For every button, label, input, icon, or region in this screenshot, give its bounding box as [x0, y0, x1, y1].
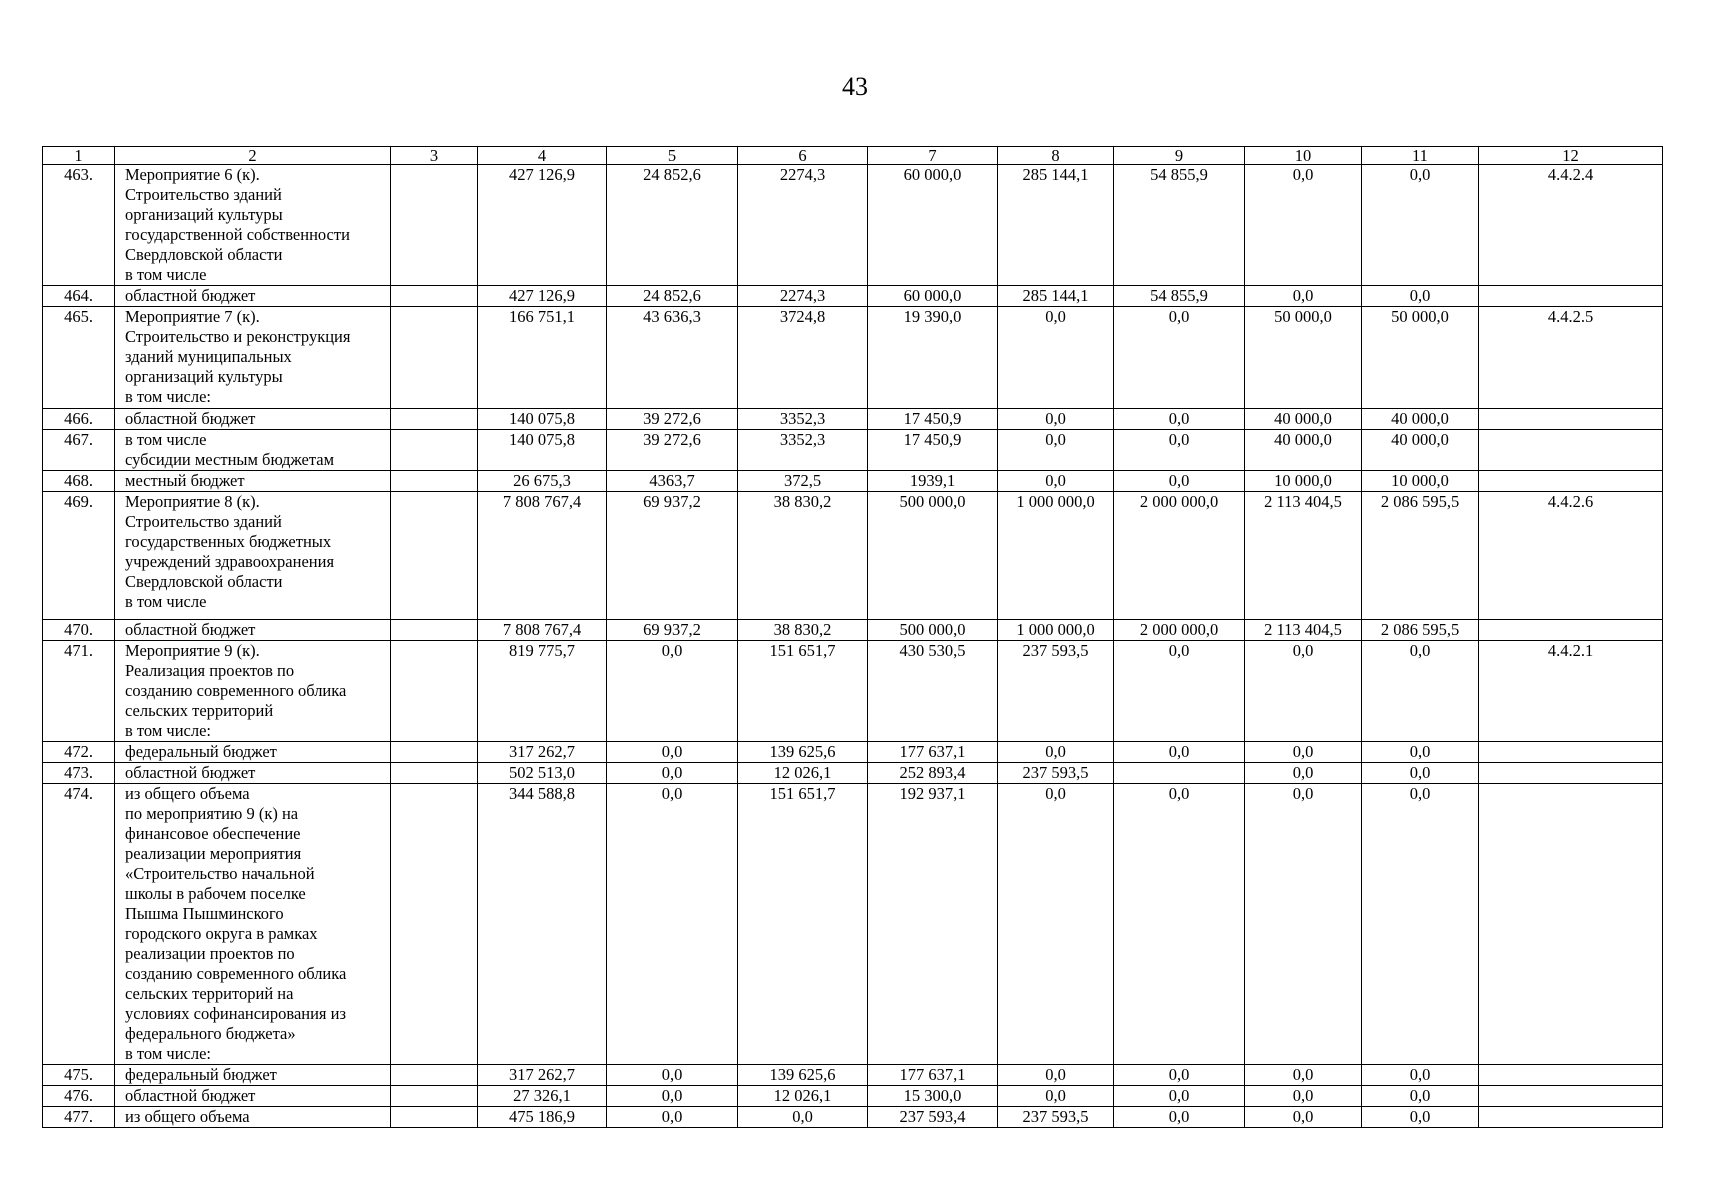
column-3-cell — [391, 763, 478, 784]
value-cell: 0,0 — [1362, 1086, 1479, 1107]
value-cell: 0,0 — [1114, 409, 1245, 430]
value-cell: 40 000,0 — [1362, 430, 1479, 471]
row-name-line: Строительство зданий — [125, 512, 282, 531]
value-cell: 237 593,5 — [998, 763, 1114, 784]
value-cell: 0,0 — [1114, 742, 1245, 763]
value-cell: 0,0 — [1114, 784, 1245, 1065]
value-cell: 177 637,1 — [868, 742, 998, 763]
target-code — [1479, 784, 1663, 1065]
value-cell: 2274,3 — [738, 286, 868, 307]
target-code: 4.4.2.5 — [1479, 307, 1663, 409]
value-cell: 372,5 — [738, 471, 868, 492]
column-number-6: 6 — [738, 147, 868, 165]
row-name-line: федерального бюджета» — [125, 1024, 296, 1043]
column-3-cell — [391, 1086, 478, 1107]
value-cell: 237 593,5 — [998, 641, 1114, 742]
value-cell: 2 086 595,5 — [1362, 620, 1479, 641]
value-cell: 27 326,1 — [478, 1086, 607, 1107]
target-code — [1479, 286, 1663, 307]
value-cell: 39 272,6 — [607, 409, 738, 430]
value-cell: 317 262,7 — [478, 1065, 607, 1086]
row-name-line: сельских территорий на — [125, 984, 294, 1003]
row-name-line: условиях софинансирования из — [125, 1004, 346, 1023]
row-name-line: в том числе: — [125, 387, 212, 406]
value-cell: 60 000,0 — [868, 286, 998, 307]
row-name — [115, 1086, 391, 1107]
row-name — [115, 430, 391, 471]
value-cell: 7 808 767,4 — [478, 492, 607, 620]
table-row — [43, 471, 1663, 492]
table-row — [43, 409, 1663, 430]
value-cell: 317 262,7 — [478, 742, 607, 763]
column-3-cell — [391, 1065, 478, 1086]
table-row — [43, 641, 1663, 742]
row-name-line: зданий муниципальных — [125, 347, 292, 366]
column-3-cell — [391, 409, 478, 430]
value-cell: 0,0 — [998, 430, 1114, 471]
value-cell: 0,0 — [1114, 1065, 1245, 1086]
value-cell: 0,0 — [1245, 1065, 1362, 1086]
value-cell: 17 450,9 — [868, 409, 998, 430]
value-cell: 0,0 — [1362, 763, 1479, 784]
value-cell: 0,0 — [1114, 430, 1245, 471]
row-name-line: Реализация проектов по — [125, 661, 295, 680]
row-name-line: финансовое обеспечение — [125, 824, 301, 843]
value-cell: 500 000,0 — [868, 620, 998, 641]
table-row — [43, 1065, 1663, 1086]
row-name-line: по мероприятию 9 (к) на — [125, 804, 299, 823]
table-row — [43, 286, 1663, 307]
row-number: 476. — [43, 1086, 115, 1107]
row-name — [115, 784, 391, 1065]
value-cell: 7 808 767,4 — [478, 620, 607, 641]
row-number: 469. — [43, 492, 115, 620]
row-name-line: организаций культуры — [125, 205, 283, 224]
value-cell: 237 593,4 — [868, 1107, 998, 1128]
page-number: 43 — [842, 72, 868, 101]
row-name-line: реализации проектов по — [125, 944, 295, 963]
target-code: 4.4.2.1 — [1479, 641, 1663, 742]
value-cell: 0,0 — [998, 307, 1114, 409]
column-number-11: 11 — [1362, 147, 1479, 165]
row-name-line: сельских территорий — [125, 701, 274, 720]
row-name-line: местный бюджет — [125, 471, 245, 490]
value-cell: 177 637,1 — [868, 1065, 998, 1086]
column-number-10: 10 — [1245, 147, 1362, 165]
row-name — [115, 742, 391, 763]
row-number: 463. — [43, 165, 115, 286]
row-name — [115, 1107, 391, 1128]
row-name — [115, 471, 391, 492]
row-name-line: школы в рабочем поселке — [125, 884, 306, 903]
column-number-4: 4 — [478, 147, 607, 165]
value-cell: 60 000,0 — [868, 165, 998, 286]
value-cell: 500 000,0 — [868, 492, 998, 620]
target-code — [1479, 430, 1663, 471]
row-name — [115, 620, 391, 641]
column-number-3: 3 — [391, 147, 478, 165]
value-cell: 50 000,0 — [1362, 307, 1479, 409]
value-cell: 0,0 — [1114, 1086, 1245, 1107]
value-cell: 50 000,0 — [1245, 307, 1362, 409]
value-cell: 1 000 000,0 — [998, 492, 1114, 620]
row-name — [115, 165, 391, 286]
row-name-line: Пышма Пышминского — [125, 904, 284, 923]
row-name-line: в том числе — [125, 265, 207, 284]
target-code — [1479, 1065, 1663, 1086]
column-3-cell — [391, 742, 478, 763]
value-cell: 0,0 — [607, 1086, 738, 1107]
row-name-line: государственных бюджетных — [125, 532, 332, 551]
column-3-cell — [391, 784, 478, 1065]
row-name — [115, 763, 391, 784]
row-number: 465. — [43, 307, 115, 409]
row-name-line: федеральный бюджет — [125, 742, 277, 761]
row-name — [115, 641, 391, 742]
column-3-cell — [391, 286, 478, 307]
value-cell: 1 000 000,0 — [998, 620, 1114, 641]
value-cell: 3352,3 — [738, 409, 868, 430]
value-cell: 140 075,8 — [478, 430, 607, 471]
value-cell: 0,0 — [1114, 1107, 1245, 1128]
value-cell: 285 144,1 — [998, 165, 1114, 286]
value-cell: 0,0 — [998, 1065, 1114, 1086]
table-row — [43, 742, 1663, 763]
value-cell: 3352,3 — [738, 430, 868, 471]
row-name — [115, 492, 391, 620]
value-cell: 1939,1 — [868, 471, 998, 492]
row-name — [115, 409, 391, 430]
table-row — [43, 1086, 1663, 1107]
column-number-8: 8 — [998, 147, 1114, 165]
value-cell: 24 852,6 — [607, 286, 738, 307]
column-3-cell — [391, 1107, 478, 1128]
value-cell: 475 186,9 — [478, 1107, 607, 1128]
value-cell: 344 588,8 — [478, 784, 607, 1065]
value-cell: 0,0 — [998, 784, 1114, 1065]
row-name-line: областной бюджет — [125, 286, 256, 305]
value-cell: 0,0 — [1245, 286, 1362, 307]
target-code — [1479, 1107, 1663, 1128]
table-row — [43, 784, 1663, 1065]
row-name-line: организаций культуры — [125, 367, 283, 386]
row-name-line: созданию современного облика — [125, 964, 347, 983]
value-cell: 54 855,9 — [1114, 286, 1245, 307]
row-number: 473. — [43, 763, 115, 784]
row-name-line: городского округа в рамках — [125, 924, 318, 943]
value-cell: 2274,3 — [738, 165, 868, 286]
value-cell: 430 530,5 — [868, 641, 998, 742]
column-3-cell — [391, 492, 478, 620]
value-cell: 0,0 — [607, 763, 738, 784]
value-cell: 151 651,7 — [738, 641, 868, 742]
row-number: 471. — [43, 641, 115, 742]
row-number: 464. — [43, 286, 115, 307]
row-name-line: учреждений здравоохранения — [125, 552, 335, 571]
value-cell: 0,0 — [998, 471, 1114, 492]
row-name-line: субсидии местным бюджетам — [125, 450, 335, 469]
row-name-line: реализации мероприятия — [125, 844, 302, 863]
value-cell: 69 937,2 — [607, 620, 738, 641]
value-cell: 0,0 — [1362, 641, 1479, 742]
value-cell: 427 126,9 — [478, 165, 607, 286]
value-cell: 0,0 — [1362, 742, 1479, 763]
column-number-1: 1 — [43, 147, 115, 165]
column-3-cell — [391, 620, 478, 641]
row-name-line: Свердловской области — [125, 245, 283, 264]
value-cell: 0,0 — [998, 1086, 1114, 1107]
value-cell: 3724,8 — [738, 307, 868, 409]
value-cell: 69 937,2 — [607, 492, 738, 620]
target-code: 4.4.2.6 — [1479, 492, 1663, 620]
row-name-line: Строительство и реконструкция — [125, 327, 351, 346]
value-cell: 0,0 — [998, 742, 1114, 763]
target-code: 4.4.2.4 — [1479, 165, 1663, 286]
target-code — [1479, 471, 1663, 492]
value-cell: 0,0 — [1245, 1107, 1362, 1128]
row-number: 474. — [43, 784, 115, 1065]
column-3-cell — [391, 165, 478, 286]
value-cell: 10 000,0 — [1362, 471, 1479, 492]
column-number-12: 12 — [1479, 147, 1663, 165]
value-cell: 0,0 — [1245, 742, 1362, 763]
value-cell: 0,0 — [1114, 641, 1245, 742]
value-cell: 237 593,5 — [998, 1107, 1114, 1128]
value-cell: 2 113 404,5 — [1245, 620, 1362, 641]
value-cell: 0,0 — [1362, 1107, 1479, 1128]
value-cell: 502 513,0 — [478, 763, 607, 784]
row-name-line: созданию современного облика — [125, 681, 347, 700]
value-cell: 427 126,9 — [478, 286, 607, 307]
value-cell: 43 636,3 — [607, 307, 738, 409]
value-cell: 0,0 — [607, 641, 738, 742]
value-cell: 151 651,7 — [738, 784, 868, 1065]
column-3-cell — [391, 471, 478, 492]
row-name — [115, 286, 391, 307]
table-row — [43, 620, 1663, 641]
value-cell: 54 855,9 — [1114, 165, 1245, 286]
row-number: 466. — [43, 409, 115, 430]
value-cell: 139 625,6 — [738, 742, 868, 763]
value-cell: 0,0 — [1114, 307, 1245, 409]
row-name-line: из общего объема — [125, 1107, 250, 1126]
value-cell: 2 000 000,0 — [1114, 492, 1245, 620]
table-row — [43, 1107, 1663, 1128]
value-cell: 285 144,1 — [998, 286, 1114, 307]
value-cell: 19 390,0 — [868, 307, 998, 409]
value-cell: 166 751,1 — [478, 307, 607, 409]
table-row — [43, 763, 1663, 784]
row-name-line: Мероприятие 7 (к). — [125, 307, 260, 326]
row-name-line: Свердловской области — [125, 572, 283, 591]
table-row — [43, 307, 1663, 409]
value-cell — [1114, 763, 1245, 784]
value-cell: 38 830,2 — [738, 620, 868, 641]
row-name-line: в том числе — [125, 592, 207, 611]
row-name-line: государственной собственности — [125, 225, 350, 244]
table-row — [43, 492, 1663, 620]
target-code — [1479, 763, 1663, 784]
value-cell: 38 830,2 — [738, 492, 868, 620]
row-name — [115, 1065, 391, 1086]
row-name-line: федеральный бюджет — [125, 1065, 277, 1084]
row-name-line: областной бюджет — [125, 763, 256, 782]
value-cell: 192 937,1 — [868, 784, 998, 1065]
column-number-row — [43, 147, 1663, 165]
row-name-line: Мероприятие 9 (к). — [125, 641, 260, 660]
value-cell: 40 000,0 — [1362, 409, 1479, 430]
target-code — [1479, 409, 1663, 430]
row-name-line: в том числе — [125, 430, 207, 449]
row-name-line: Мероприятие 8 (к). — [125, 492, 260, 511]
row-number: 468. — [43, 471, 115, 492]
value-cell: 0,0 — [1362, 784, 1479, 1065]
column-number-7: 7 — [868, 147, 998, 165]
value-cell: 2 086 595,5 — [1362, 492, 1479, 620]
value-cell: 2 113 404,5 — [1245, 492, 1362, 620]
column-number-9: 9 — [1114, 147, 1245, 165]
value-cell: 4363,7 — [607, 471, 738, 492]
value-cell: 0,0 — [1245, 165, 1362, 286]
row-name-line: в том числе: — [125, 1044, 212, 1063]
row-name-line: из общего объема — [125, 784, 250, 803]
row-name-line: областной бюджет — [125, 620, 256, 639]
row-number: 475. — [43, 1065, 115, 1086]
row-number: 477. — [43, 1107, 115, 1128]
value-cell: 252 893,4 — [868, 763, 998, 784]
value-cell: 12 026,1 — [738, 763, 868, 784]
value-cell: 0,0 — [1362, 165, 1479, 286]
value-cell: 0,0 — [1114, 471, 1245, 492]
value-cell: 0,0 — [1362, 286, 1479, 307]
row-name-line: в том числе: — [125, 721, 212, 740]
column-number-2: 2 — [115, 147, 391, 165]
table-row — [43, 430, 1663, 471]
value-cell: 40 000,0 — [1245, 409, 1362, 430]
target-code — [1479, 620, 1663, 641]
budget-table — [42, 146, 1663, 1128]
value-cell: 0,0 — [1245, 641, 1362, 742]
target-code — [1479, 1086, 1663, 1107]
row-number: 470. — [43, 620, 115, 641]
value-cell: 2 000 000,0 — [1114, 620, 1245, 641]
target-code — [1479, 742, 1663, 763]
row-name-line: областной бюджет — [125, 409, 256, 428]
value-cell: 39 272,6 — [607, 430, 738, 471]
value-cell: 0,0 — [607, 1107, 738, 1128]
row-number: 472. — [43, 742, 115, 763]
value-cell: 0,0 — [1245, 1086, 1362, 1107]
row-name — [115, 307, 391, 409]
column-3-cell — [391, 641, 478, 742]
value-cell: 0,0 — [738, 1107, 868, 1128]
table-row — [43, 165, 1663, 286]
row-name-line: Мероприятие 6 (к). — [125, 165, 260, 184]
value-cell: 140 075,8 — [478, 409, 607, 430]
value-cell: 0,0 — [1245, 784, 1362, 1065]
column-3-cell — [391, 430, 478, 471]
value-cell: 24 852,6 — [607, 165, 738, 286]
column-number-5: 5 — [607, 147, 738, 165]
column-3-cell — [391, 307, 478, 409]
value-cell: 15 300,0 — [868, 1086, 998, 1107]
value-cell: 17 450,9 — [868, 430, 998, 471]
value-cell: 0,0 — [998, 409, 1114, 430]
value-cell: 0,0 — [1245, 763, 1362, 784]
value-cell: 26 675,3 — [478, 471, 607, 492]
value-cell: 40 000,0 — [1245, 430, 1362, 471]
value-cell: 0,0 — [607, 784, 738, 1065]
row-name-line: областной бюджет — [125, 1086, 256, 1105]
value-cell: 0,0 — [607, 742, 738, 763]
value-cell: 0,0 — [607, 1065, 738, 1086]
value-cell: 0,0 — [1362, 1065, 1479, 1086]
value-cell: 819 775,7 — [478, 641, 607, 742]
row-name-line: Строительство зданий — [125, 185, 282, 204]
value-cell: 139 625,6 — [738, 1065, 868, 1086]
row-number: 467. — [43, 430, 115, 471]
row-name-line: «Строительство начальной — [125, 864, 315, 883]
value-cell: 10 000,0 — [1245, 471, 1362, 492]
value-cell: 12 026,1 — [738, 1086, 868, 1107]
